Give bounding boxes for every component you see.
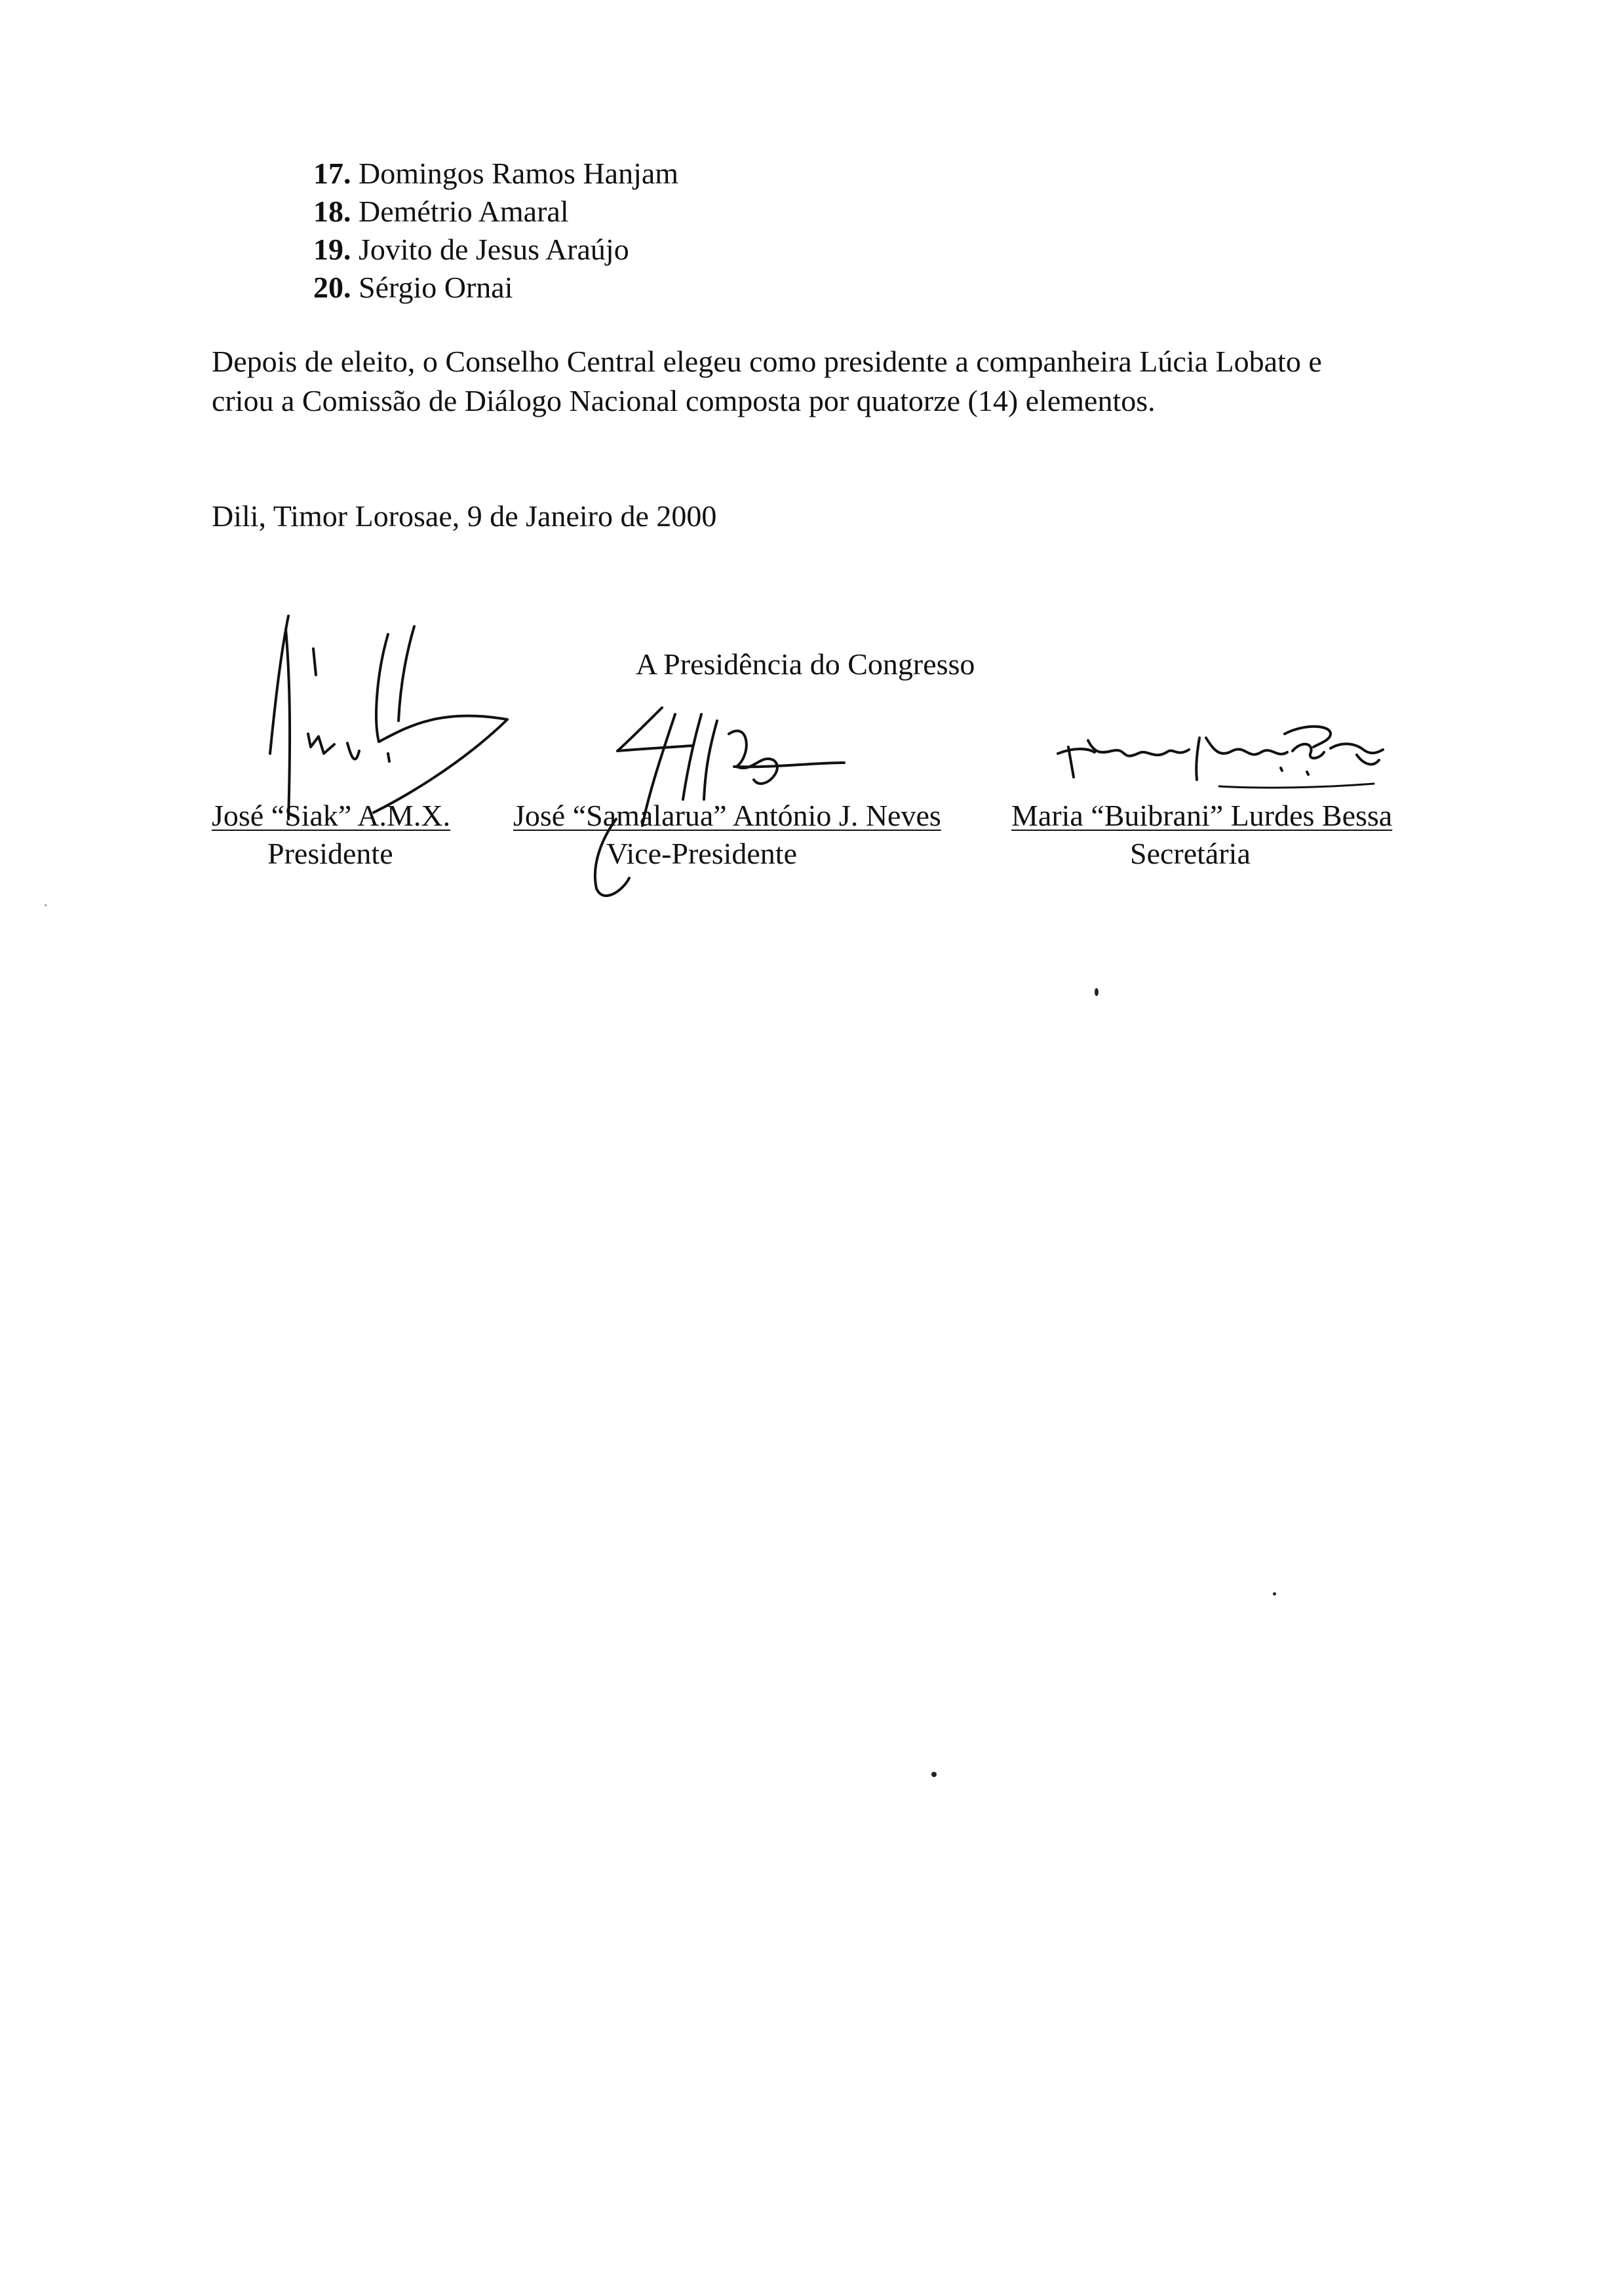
scan-speck: [931, 1772, 937, 1777]
scan-speck: [45, 904, 47, 906]
list-item: [313, 193, 678, 231]
signatory-role-vice-president: Vice-Presidente: [606, 837, 798, 870]
member-list: [313, 155, 678, 307]
signatory-name-vice-president: José “Samalarua” António J. Neves: [513, 799, 941, 832]
member-name: Jovito de Jesus Araújo: [359, 233, 629, 266]
member-name: Sérgio Ornai: [359, 271, 513, 304]
list-number: 18.: [313, 195, 351, 228]
list-number: 20.: [313, 271, 351, 304]
member-name: Domingos Ramos Hanjam: [359, 157, 679, 190]
body-paragraph: [212, 342, 1457, 421]
list-number: 19.: [313, 233, 351, 266]
place-date: Dili, Timor Lorosae, 9 de Janeiro de 2000: [212, 499, 717, 533]
signatory-role-secretary: Secretária: [1130, 837, 1251, 870]
paragraph-line-1: Depois de eleito, o Conselho Central elegeu como presidente a companheira Lúcia Lobato e: [212, 345, 1322, 378]
scan-speck: [1273, 1592, 1276, 1596]
list-item: [313, 231, 678, 269]
member-name: Demétrio Amaral: [359, 195, 569, 228]
paragraph-line-2: criou a Comissão de Diálogo Nacional composta por quatorze (14) elementos.: [212, 384, 1156, 417]
signatory-name-president: José “Siak” A.M.X.: [212, 799, 451, 832]
signatory-role-president: Presidente: [267, 837, 393, 870]
signature-secretary: [1049, 714, 1390, 806]
list-item: [313, 155, 678, 193]
scan-speck: [1095, 988, 1099, 996]
list-item: [313, 269, 678, 307]
list-number: 17.: [313, 157, 351, 190]
signatory-name-secretary: Maria “Buibrani” Lurdes Bessa: [1011, 799, 1393, 832]
signature-president: [243, 603, 531, 826]
presidency-heading: A Presidência do Congresso: [636, 647, 975, 681]
